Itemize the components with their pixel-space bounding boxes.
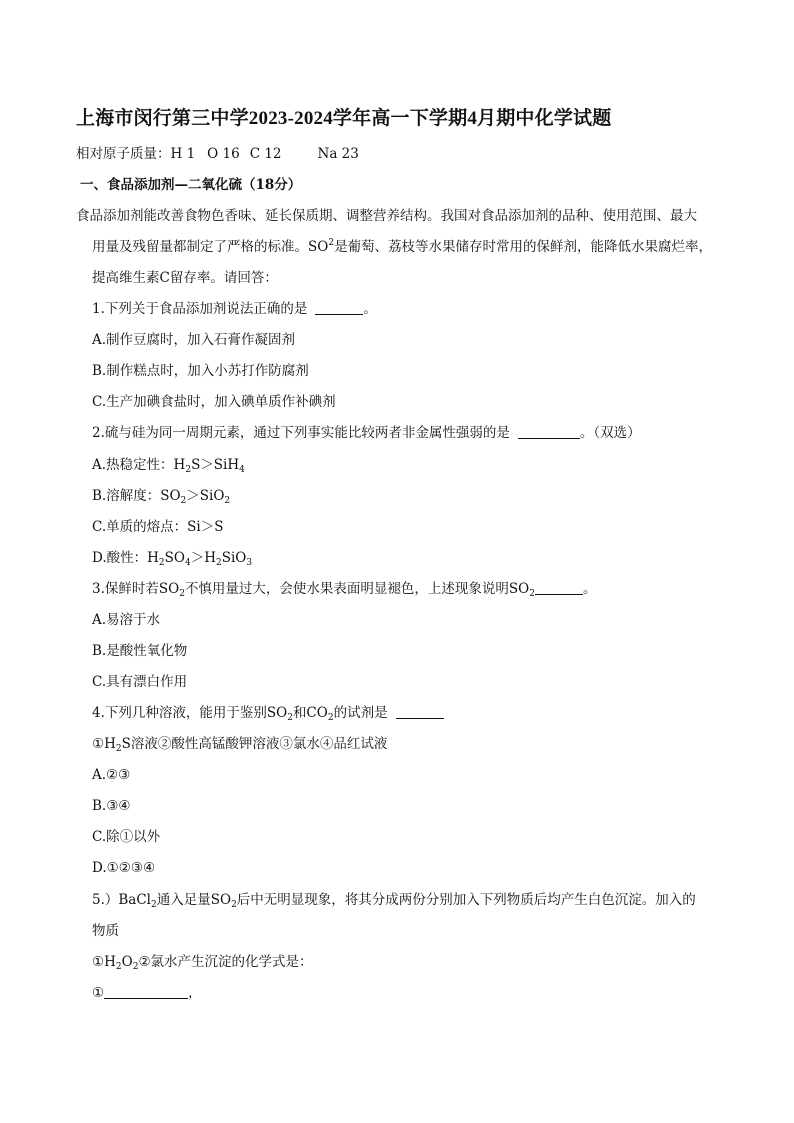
question-3-option-a: A.易溶于水 <box>92 612 161 628</box>
question-4-stem: 4.下列几种溶液，能用于鉴别$SO_2$和$CO_2$的试剂是 <box>92 703 444 723</box>
intro-line-2: 用量及残留量都制定了严格的标准。$SO^2$是葡萄、荔枝等水果储存时常用的保鲜剂，能降低水果腐烂率， <box>92 238 713 255</box>
answer-blank[interactable] <box>535 580 583 595</box>
question-1-stem: 1.下列关于食品添加剂说法正确的是 。 <box>92 301 377 317</box>
question-1-option-a: A.制作豆腐时，加入石膏作凝固剂 <box>92 332 296 348</box>
atomic-mass-h: H 1 <box>170 146 196 162</box>
question-5-answer-line: ① ， <box>92 985 202 1001</box>
answer-blank[interactable] <box>396 704 444 719</box>
question-4-option-b: B.③④ <box>92 798 131 814</box>
question-2-option-c: C.单质的熔点：Si＞S <box>92 519 224 535</box>
question-3-option-c: C.具有漂白作用 <box>92 674 188 690</box>
question-2-stem: 2.硫与硅为同一周期元素，通过下列事实能比较两者非金属性强弱的是 。（双选） <box>92 425 641 441</box>
answer-blank[interactable] <box>518 424 580 439</box>
question-1-option-b: B.制作糕点时，加入小苏打作防腐剂 <box>92 363 309 379</box>
atomic-mass-na: Na 23 <box>317 146 359 162</box>
intro-line-3: 提高维生素C留存率。请回答： <box>92 270 278 286</box>
atomic-mass-c: C 12 <box>249 146 282 162</box>
question-5-stem-cont: 物质 <box>92 923 119 939</box>
question-1-option-c: C.生产加碘食盐时，加入碘单质作补碘剂 <box>92 394 336 410</box>
exam-title: 上海市闵行第三中学2023-2024学年高一下学期4月期中化学试题 <box>76 108 612 129</box>
question-2-option-a: A.热稳定性：$H_2S>SiH_4$ <box>92 457 245 475</box>
answer-blank[interactable] <box>104 984 188 999</box>
atomic-mass-line <box>76 144 359 164</box>
atomic-mass-label: 相对原子质量： <box>76 146 171 162</box>
question-4-option-c: C.除①以外 <box>92 829 161 845</box>
atomic-mass-o: O 16 <box>207 146 240 162</box>
question-4-option-a: A.②③ <box>92 767 131 783</box>
answer-blank[interactable] <box>315 300 363 315</box>
question-2-option-b: B.溶解度：$SO_2>SiO_2$ <box>92 488 231 506</box>
question-3-option-b: B.是酸性氧化物 <box>92 643 188 659</box>
question-4-option-d: D.①②③④ <box>92 860 156 876</box>
section-heading: 一、食品添加剂—二氧化硫（18分） <box>80 177 302 193</box>
intro-line-1: 食品添加剂能改善食物色香味、延长保质期、调整营养结构。我国对食品添加剂的品种、使用范围、最大 <box>76 208 697 224</box>
question-5-substances: $①H_2O_2②$氯水产生沉淀的化学式是： <box>92 954 313 972</box>
question-2-option-d: D.酸性：$H_2SO_4>H_2SiO_3$ <box>92 550 253 568</box>
question-3-stem: 3.保鲜时若$SO_2$不慎用量过大，会使水果表面明显褪色，上述现象说明$SO_2$ 。 <box>92 581 597 599</box>
question-5-stem: 5.）BaCl$_2$通入足量$SO_2$后中无明显现象，将其分成两份分别加入下列物质后均产生白色沉淀。加入的 <box>92 892 696 910</box>
question-4-reagents: $①H_2S$溶液②酸性高锰酸钾溶液③氯水④品红试液 <box>92 736 388 754</box>
